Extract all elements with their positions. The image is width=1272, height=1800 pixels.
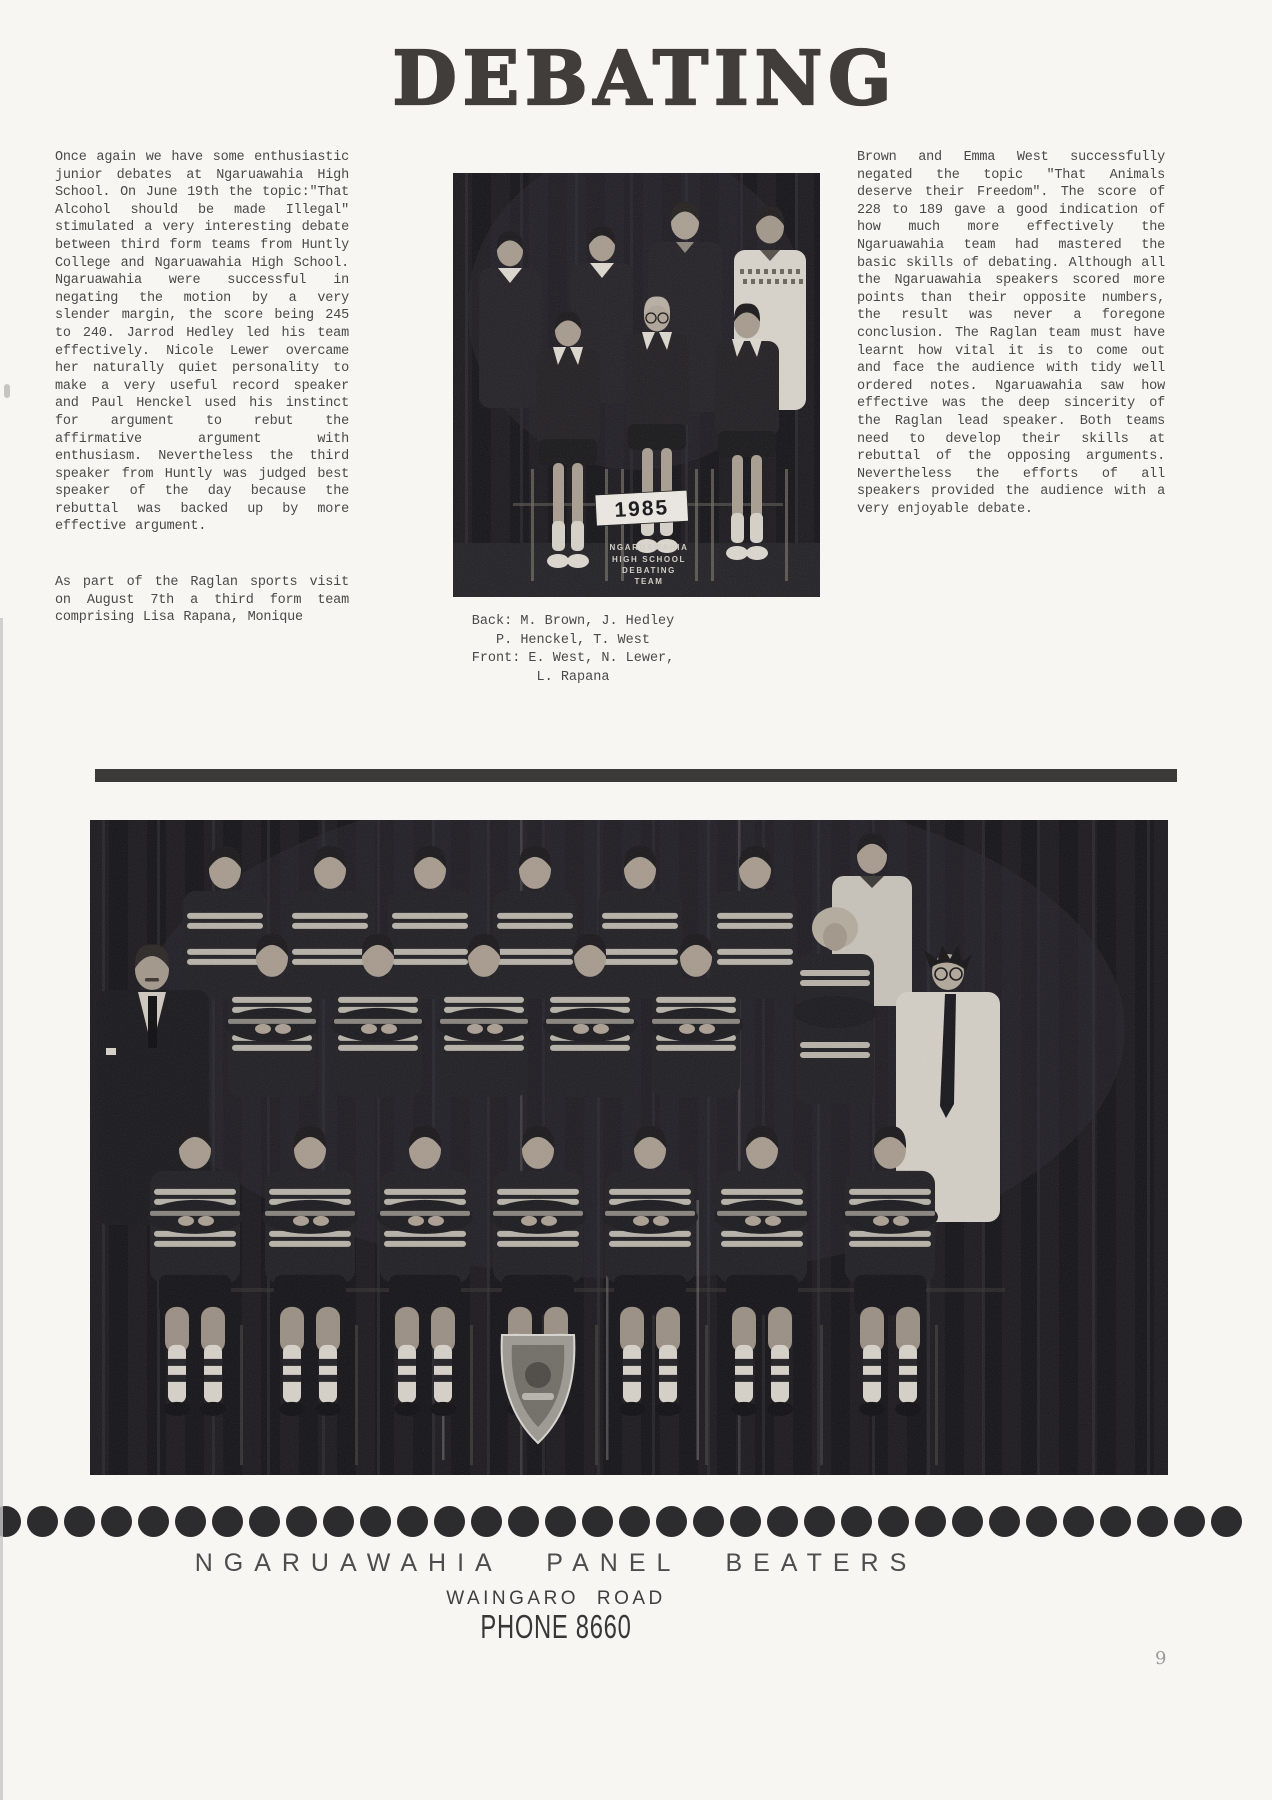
dot: [101, 1506, 132, 1537]
dot: [64, 1506, 95, 1537]
dot-separator: [0, 1506, 1272, 1537]
page-number: 9: [1155, 1648, 1167, 1669]
dot: [545, 1506, 576, 1537]
caption-line: L. Rapana: [536, 669, 610, 685]
page-title: DEBATING: [392, 36, 898, 122]
article-right-column: [857, 149, 1165, 518]
dot: [582, 1506, 613, 1537]
debating-team-photo: [453, 173, 820, 597]
board-text: TEAM: [634, 577, 664, 586]
caption-line: P. Henckel, T. West: [496, 632, 650, 648]
scan-edge-artifact: [0, 618, 3, 1800]
advert-phone: PHONE 8660: [480, 1608, 632, 1645]
advert-address: WAINGARO ROAD: [446, 1588, 666, 1609]
dot: [471, 1506, 502, 1537]
dot: [138, 1506, 169, 1537]
dot: [323, 1506, 354, 1537]
dot: [804, 1506, 835, 1537]
article-left-column: [55, 149, 349, 627]
dot: [508, 1506, 539, 1537]
dot: [397, 1506, 428, 1537]
article-paragraph: Once again we have some enthusiastic junior debates at Ngaruawahia High School. On June 19th the topic:"That Alcohol should be made Illegal" stimulated a very interesting debate between third form teams from Huntly College and Ngaruawahia High School. Ngaruawahia were successful in negating the motion by a very slender margin, the score being 245 to 240. Jarrod Hedley led his team effectively. Nicole Lewer overcame her naturally quiet personality to make a very useful record speaker and Paul Henckel used his instinct for argument to rebut the affirmative argument with enthusiasm. Nevertheless the third speaker from Huntly was judged best speaker of the day because the rebuttal was backed up by more effective argument.: [55, 150, 349, 535]
dot: [1100, 1506, 1131, 1537]
dot: [286, 1506, 317, 1537]
dot: [656, 1506, 687, 1537]
photo-caption: [400, 613, 746, 687]
dot: [249, 1506, 280, 1537]
dot: [1026, 1506, 1057, 1537]
advert-name: NGARUAWAHIA PANEL BEATERS: [194, 1549, 918, 1577]
sports-team-photo: [90, 820, 1168, 1475]
dot: [1174, 1506, 1205, 1537]
article-paragraph: Brown and Emma West successfully negated the topic "That Animals deserve their Freedom". The score of 228 to 189 gave a good indication of how much more effectively the Ngaruawahia team had mastered the basic skills of debating. Although all the Ngaruawahia speakers scored more points than their opposite numbers, the result was never a foregone conclusion. The Raglan team must have learnt how vital it is to come out and face the audience with tidy well ordered notes. Ngaruawahia saw how effective was the deep sincerity of the Raglan lead speaker. Both teams need to develop their skills at rebuttal of the opposing arguments. Nevertheless the efforts of all speakers provided the audience with a very enjoyable debate.: [857, 150, 1165, 517]
section-divider: [95, 769, 1177, 782]
dot: [619, 1506, 650, 1537]
dot: [989, 1506, 1020, 1537]
dot: [841, 1506, 872, 1537]
scan-mark-artifact: [4, 384, 10, 398]
dot: [1063, 1506, 1094, 1537]
dot: [434, 1506, 465, 1537]
dot: [693, 1506, 724, 1537]
caption-line: Back: M. Brown, J. Hedley: [471, 614, 675, 629]
dot: [212, 1506, 243, 1537]
photo-grain: [90, 820, 1168, 1475]
dot: [952, 1506, 983, 1537]
dot: [360, 1506, 391, 1537]
dot: [27, 1506, 58, 1537]
dot: [878, 1506, 909, 1537]
board-text: NGARUAWAHIA: [609, 543, 689, 552]
dot: [767, 1506, 798, 1537]
photo-grain: [453, 173, 820, 597]
caption-line: Front: E. West, N. Lewer,: [471, 651, 675, 667]
dot: [915, 1506, 946, 1537]
article-paragraph: As part of the Raglan sports visit on August 7th a third form team comprising Lisa Rapana, Monique: [55, 575, 349, 626]
year-plaque-text: 1985: [613, 496, 670, 522]
dot: [730, 1506, 761, 1537]
dot: [1211, 1506, 1242, 1537]
board-text: HIGH SCHOOL: [611, 555, 687, 564]
board-text: DEBATING: [622, 566, 676, 575]
dot: [1137, 1506, 1168, 1537]
dot: [0, 1506, 21, 1537]
dot: [175, 1506, 206, 1537]
